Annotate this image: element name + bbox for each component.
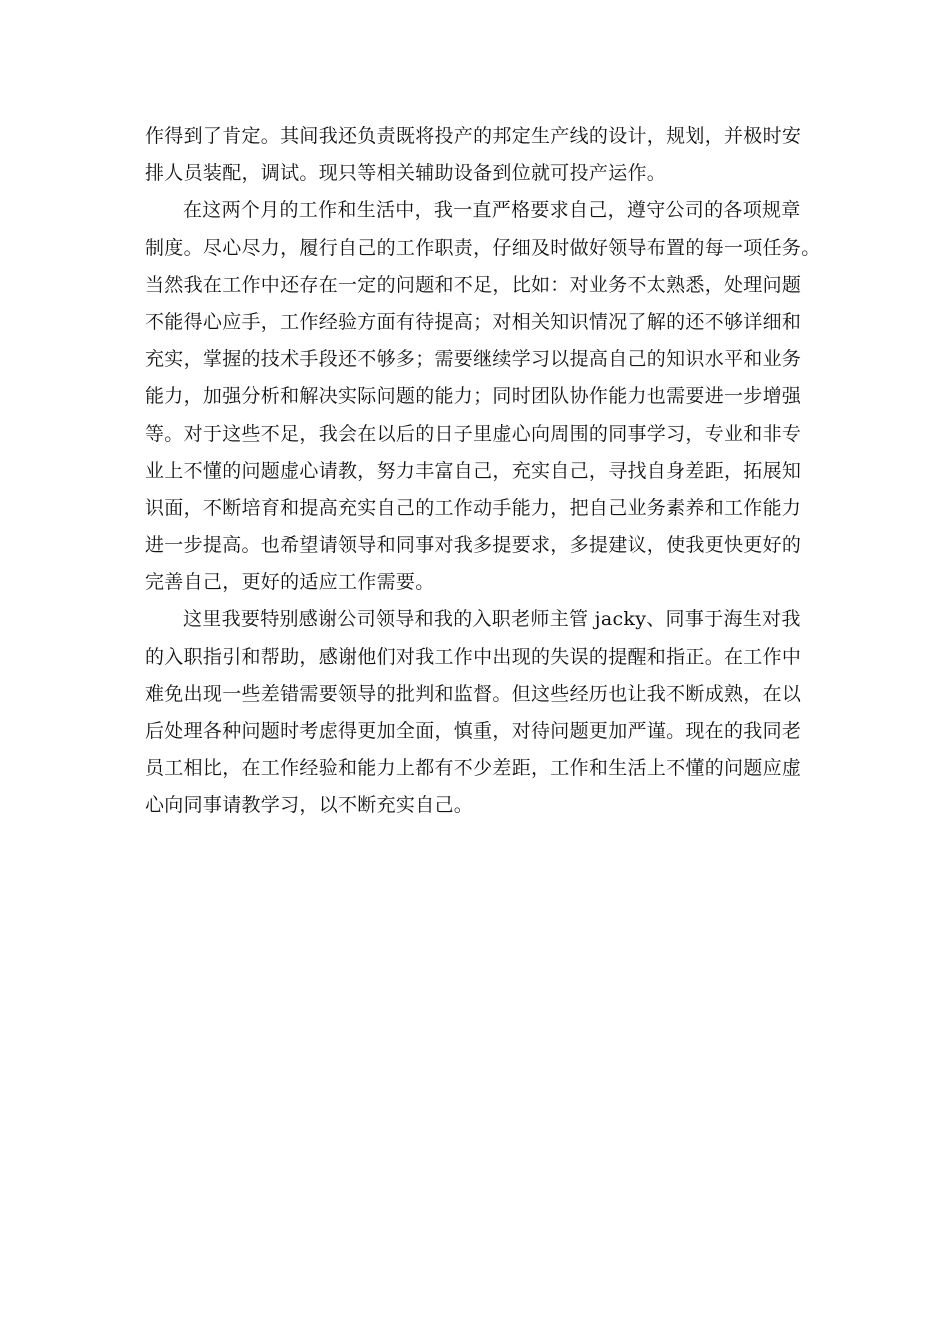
- text-line: 充实，掌握的技术手段还不够多；需要继续学习以提高自己的知识水平和业务: [145, 348, 802, 371]
- text-line: 识面，不断培育和提高充实自己的工作动手能力，把自己业务素养和工作能力: [145, 496, 802, 519]
- text-line: 等。对于这些不足，我会在以后的日子里虚心向周围的同事学习，专业和非专: [145, 422, 802, 445]
- text-line: 完善自己，更好的适应工作需要。: [145, 571, 435, 594]
- text-line: 当然我在工作中还存在一定的问题和不足，比如：对业务不太熟悉，处理问题: [145, 273, 802, 296]
- document-body: [145, 118, 821, 825]
- text-line: 后处理各种问题时考虑得更加全面，慎重，对待问题更加严谨。现在的我同老: [145, 720, 802, 742]
- text-line: 业上不懂的问题虚心请教，努力丰富自己，充实自己，寻找自身差距，拓展知: [145, 459, 802, 482]
- text-line: 排人员装配，调试。现只等相关辅助设备到位就可投产运作。: [145, 162, 667, 185]
- text-line: 的入职指引和帮助，感谢他们对我工作中出现的失误的提醒和指正。在工作中: [145, 645, 802, 668]
- text-line: 心向同事请教学习，以不断充实自己。: [145, 794, 474, 817]
- text-line: 难免出现一些差错需要领导的批判和监督。但这些经历也让我不断成熟，在以: [145, 682, 802, 705]
- paragraph-start-line: 在这两个月的工作和生活中，我一直严格要求自己，遵守公司的各项规章: [183, 199, 801, 222]
- text-line: 制度。尽心尽力，履行自己的工作职责，仔细及时做好领导布置的每一项任务。: [145, 236, 821, 259]
- text-line: 员工相比，在工作经验和能力上都有不少差距，工作和生活上不懂的问题应虚: [145, 757, 802, 780]
- text-line: 作得到了肯定。其间我还负责既将投产的邦定生产线的设计，规划，并极时安: [145, 125, 802, 147]
- text-line: 能力，加强分析和解决实际问题的能力；同时团队协作能力也需要进一步增强: [145, 385, 802, 408]
- paragraph-start-line: 这里我要特别感谢公司领导和我的入职老师主管 jacky、同事于海生对我: [183, 608, 801, 631]
- text-line: 不能得心应手，工作经验方面有待提高；对相关知识情况了解的还不够详细和: [145, 310, 802, 333]
- text-line: 进一步提高。也希望请领导和同事对我多提要求，多提建议，使我更快更好的: [145, 534, 802, 557]
